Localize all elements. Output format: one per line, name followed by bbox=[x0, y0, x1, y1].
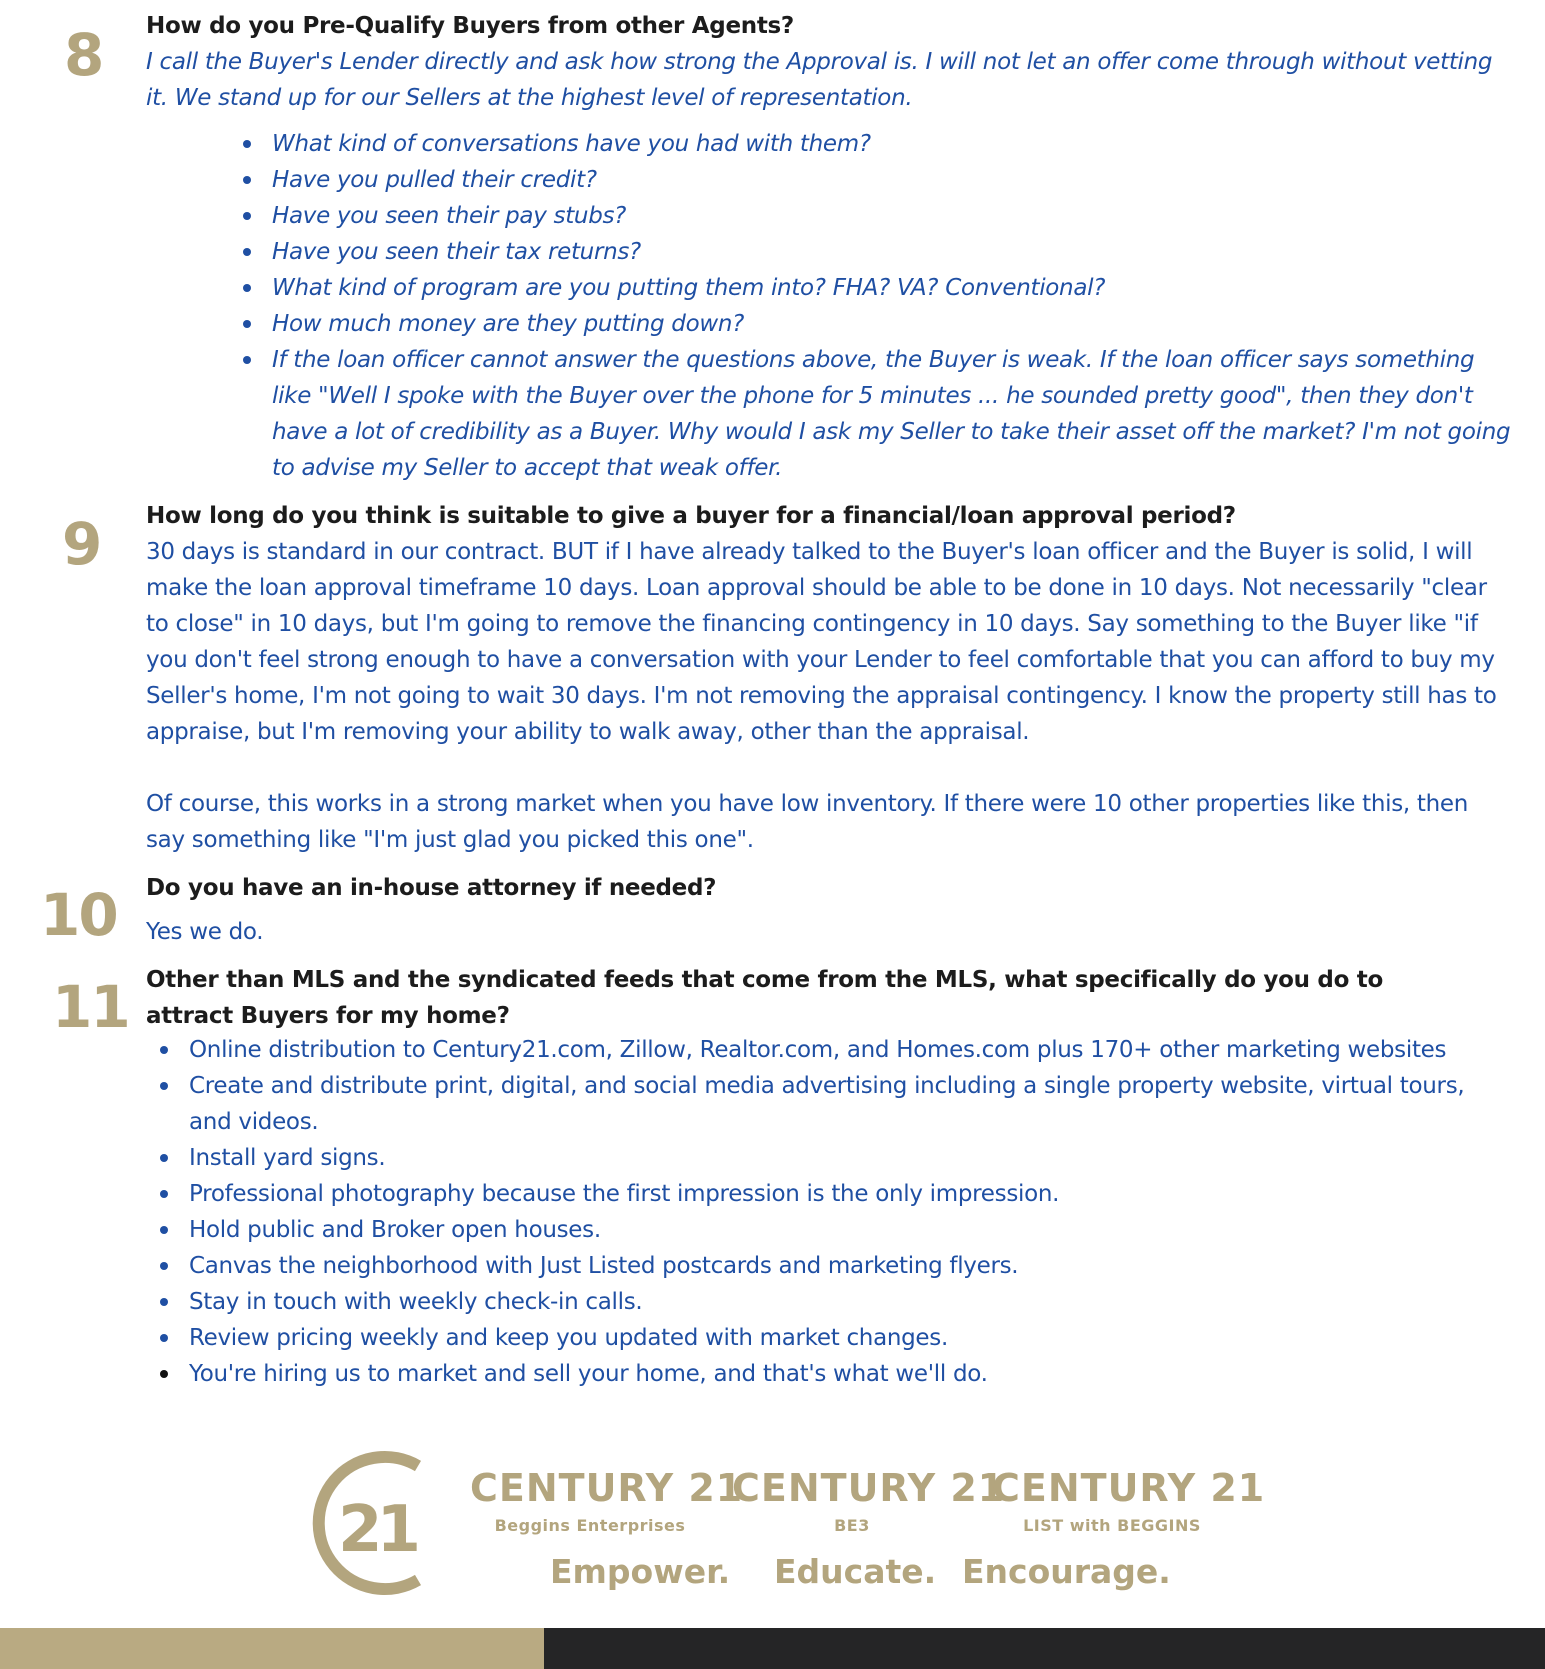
bullet-list bbox=[189, 1032, 1489, 1392]
section-number: 8 bbox=[64, 21, 103, 89]
list-item: Have you pulled their credit? bbox=[272, 162, 1512, 198]
brand-subtitle: Beggins Enterprises bbox=[494, 1516, 686, 1535]
slogan-text: Educate. bbox=[774, 1552, 937, 1591]
brand-name: CENTURY 21 bbox=[992, 1466, 1266, 1510]
footer-bar-dark bbox=[544, 1628, 1545, 1669]
list-item: Professional photography because the first impression is the only impression. bbox=[189, 1176, 1489, 1212]
bullet-list bbox=[272, 126, 1512, 486]
brand-subtitle: BE3 bbox=[834, 1516, 870, 1535]
section-number: 9 bbox=[62, 510, 101, 578]
footer-bar-gold bbox=[0, 1628, 544, 1669]
brand-subtitle: LIST with BEGGINS bbox=[1023, 1516, 1201, 1535]
list-item: Hold public and Broker open houses. bbox=[189, 1212, 1489, 1248]
list-item: Create and distribute print, digital, and social media advertising including a single property website, virtual tours, and videos. bbox=[189, 1068, 1489, 1140]
list-item: Install yard signs. bbox=[189, 1140, 1489, 1176]
list-item: What kind of conversations have you had with them? bbox=[272, 126, 1512, 162]
section-number: 11 bbox=[52, 973, 129, 1041]
question-heading: How do you Pre-Qualify Buyers from other Agents? bbox=[146, 13, 794, 39]
slogan-text: Empower. bbox=[550, 1552, 731, 1591]
list-item: How much money are they putting down? bbox=[272, 306, 1512, 342]
list-item: You're hiring us to market and sell your home, and that's what we'll do. bbox=[189, 1356, 1489, 1392]
answer-text: Yes we do. bbox=[146, 919, 264, 945]
list-item: What kind of program are you putting them into? FHA? VA? Conventional? bbox=[272, 270, 1512, 306]
answer-text: 30 days is standard in our contract. BUT if I have already talked to the Buyer's loan officer and the Buyer is solid, I will make the loan approval timeframe 10 days. Loan approval should be able to be done in 10 days. Not necessarily "clear to close" in 10 days, but I'm going to remove the financing contingency in 10 days. Say something to the Buyer like "if you don't feel strong enough to have a conversation with your Lender to feel comfortable that you can afford to buy my Seller's home, I'm not going to wait 30 days. I'm not removing the appraisal contingency. I know the property still has to appraise, but I'm removing your ability to walk away, other than the appraisal. bbox=[146, 539, 1497, 745]
question-heading: How long do you think is suitable to give a buyer for a financial/loan approval period? bbox=[146, 503, 1236, 529]
list-item: Canvas the neighborhood with Just Listed postcards and marketing flyers. bbox=[189, 1248, 1489, 1284]
question-heading: Do you have an in-house attorney if needed? bbox=[146, 875, 717, 901]
brand-name: CENTURY 21 bbox=[732, 1466, 1006, 1510]
brand-name: CENTURY 21 bbox=[470, 1466, 744, 1510]
seal-text: 21 bbox=[338, 1493, 416, 1567]
answer-text: I call the Buyer's Lender directly and ask how strong the Approval is. I will not let an offer come through without vetting it. We stand up for our Sellers at the highest level of representation. bbox=[146, 49, 1493, 111]
list-item: Review pricing weekly and keep you updated with market changes. bbox=[189, 1320, 1489, 1356]
answer-text: Of course, this works in a strong market when you have low inventory. If there were 10 other properties like this, then say something like "I'm just glad you picked this one". bbox=[146, 791, 1469, 853]
section-number: 10 bbox=[40, 881, 117, 949]
list-item: Have you seen their tax returns? bbox=[272, 234, 1512, 270]
list-item: If the loan officer cannot answer the questions above, the Buyer is weak. If the loan officer says something like "Well I spoke with the Buyer over the phone for 5 minutes ... he sounded pretty good", then they don't have a lot of credibility as a Buyer. Why would I ask my Seller to take their asset off the market? I'm not going to advise my Seller to accept that weak offer. bbox=[272, 342, 1512, 486]
slogan-text: Encourage. bbox=[962, 1552, 1171, 1591]
list-item: Online distribution to Century21.com, Zillow, Realtor.com, and Homes.com plus 170+ other marketing websites bbox=[189, 1032, 1489, 1068]
question-heading: Other than MLS and the syndicated feeds that come from the MLS, what specifically do you do to attract Buyers for my home? bbox=[146, 967, 1383, 1029]
list-item: Stay in touch with weekly check-in calls. bbox=[189, 1284, 1489, 1320]
list-item: Have you seen their pay stubs? bbox=[272, 198, 1512, 234]
footer-logos bbox=[0, 1440, 1545, 1620]
century21-seal-logo bbox=[306, 1448, 436, 1598]
